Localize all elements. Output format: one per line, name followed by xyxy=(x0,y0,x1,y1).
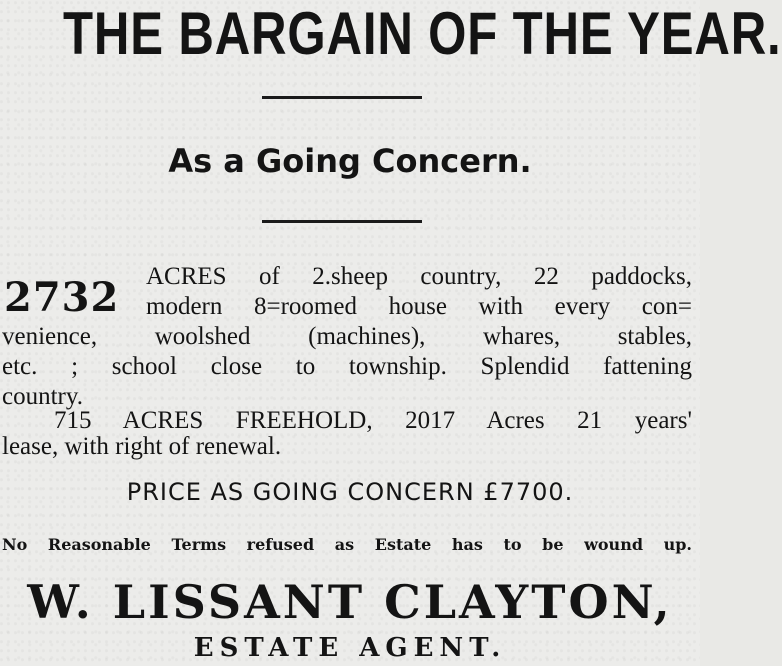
price-line: PRICE AS GOING CONCERN £7700. xyxy=(126,478,574,506)
body-line-3: venience, woolshed (machines), whares, stables, xyxy=(2,323,692,350)
headline: THE BARGAIN OF THE YEAR. xyxy=(63,0,782,67)
decorative-rule-top xyxy=(262,96,422,99)
body-line-7: lease, with right of renewal. xyxy=(2,433,282,460)
body-line-6: 715 ACRES FREEHOLD, 2017 Acres 21 years' xyxy=(54,407,692,434)
body-line-1: ACRES of 2.sheep country, 22 paddocks, xyxy=(146,263,692,290)
acreage-number: 2732 xyxy=(4,274,120,321)
agent-title: ESTATE AGENT. xyxy=(193,633,507,663)
body-line-5: country. xyxy=(2,383,83,410)
body-line-4: etc. ; school close to township. Splendid fattening xyxy=(2,353,692,380)
terms-line: No Reasonable Terms refused as Estate has to be wound up. xyxy=(2,535,692,554)
agent-name: W. LISSANT CLAYTON, xyxy=(27,575,673,629)
subheadline: As a Going Concern. xyxy=(168,142,532,180)
decorative-rule-bottom xyxy=(262,220,422,223)
body-line-2: modern 8=roomed house with every con= xyxy=(146,293,692,320)
